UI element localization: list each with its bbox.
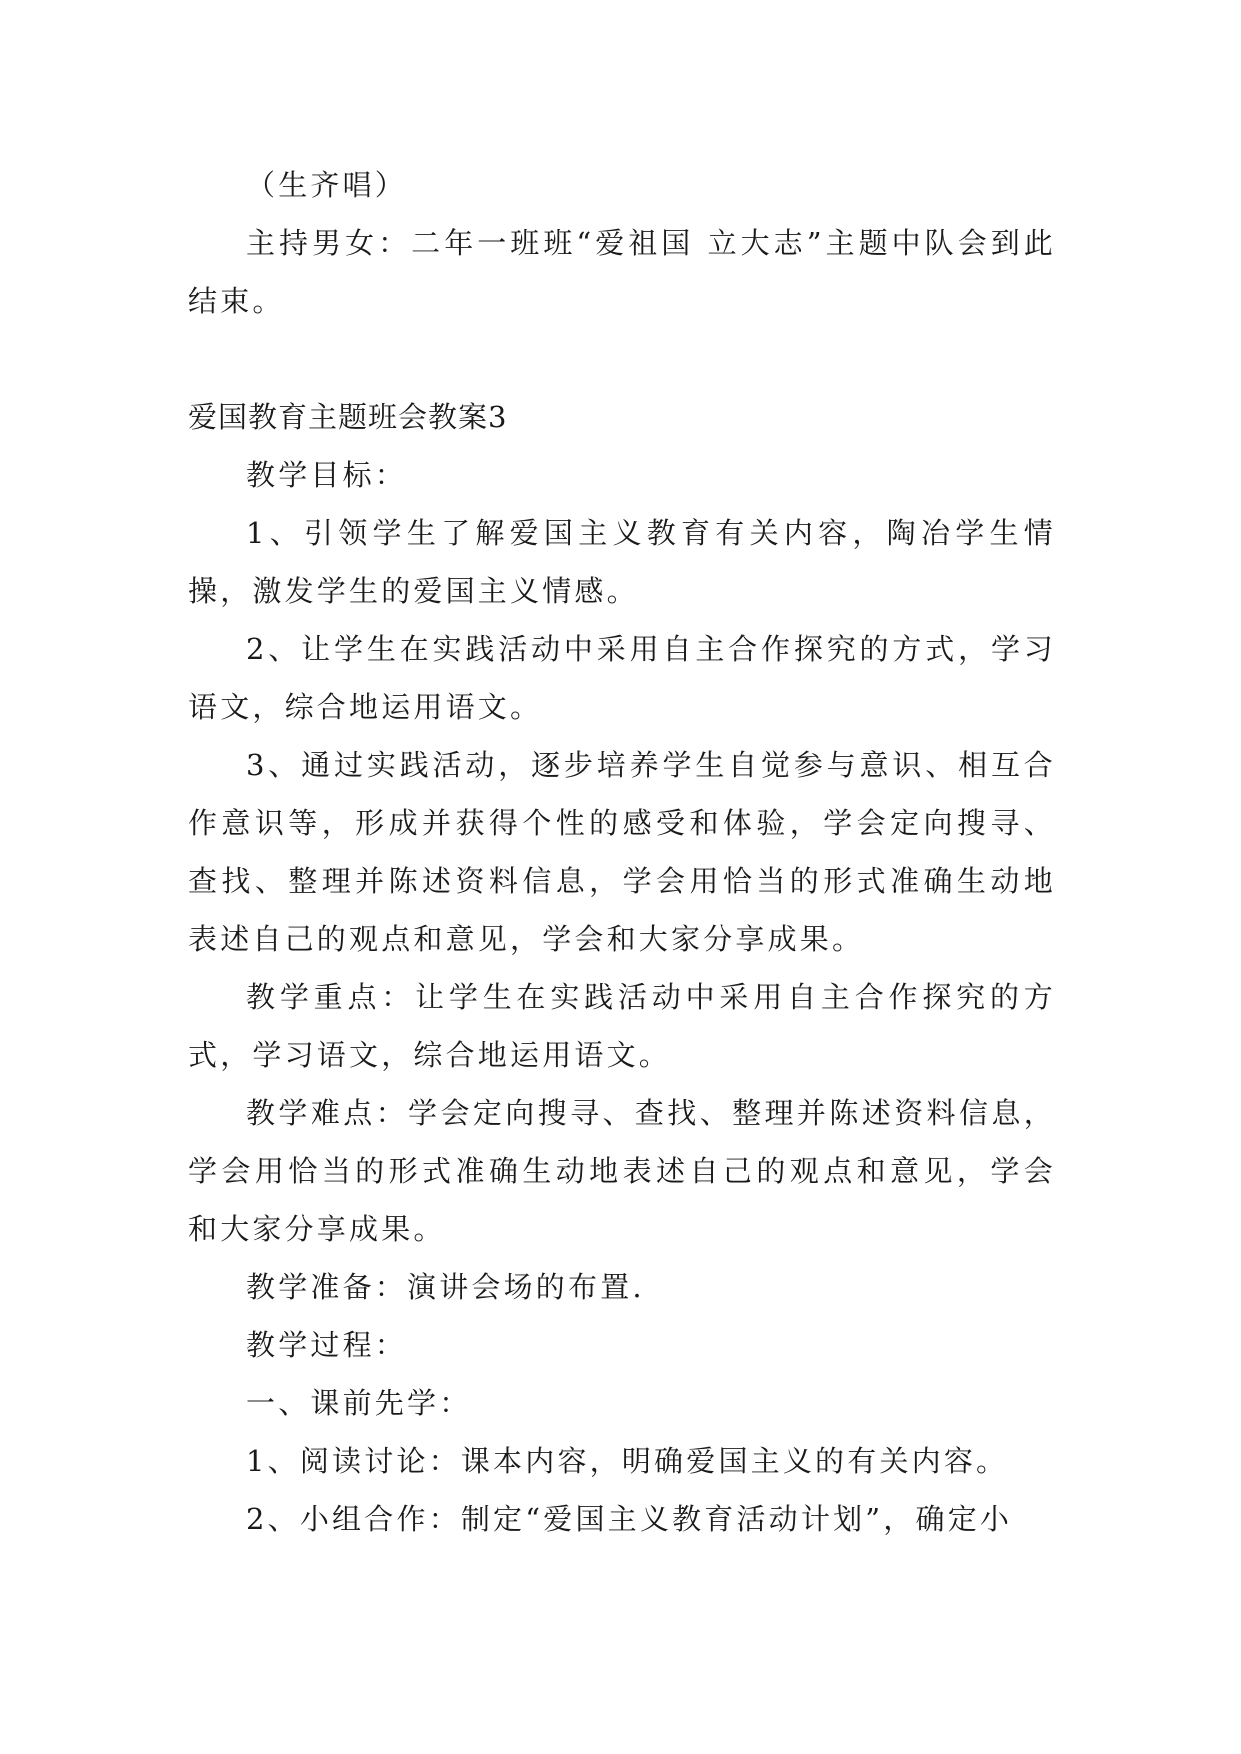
section-title: 爱国教育主题班会教案3	[188, 400, 508, 434]
paragraph-objectives-heading: 教学目标：	[246, 458, 408, 492]
paragraph-step-one-item-1: 1、阅读讨论：课本内容，明确爱国主义的有关内容。	[246, 1444, 1009, 1478]
paragraph-objective-2: 2、让学生在实践活动中采用自主合作探究的方式，学习语文，综合地运用语文。	[188, 632, 1056, 724]
paragraph-key-points: 教学重点：让学生在实践活动中采用自主合作探究的方式，学习语文，综合地运用语文。	[188, 980, 1056, 1072]
lesson-plan-block	[188, 388, 1056, 1548]
closing-line: 主持男女：二年一班班“爱祖国 立大志”主题中队会到此结束。	[188, 226, 1056, 318]
paragraph-objective-1: 1、引领学生了解爱国主义教育有关内容，陶冶学生情操，激发学生的爱国主义情感。	[188, 516, 1056, 608]
paragraph-process-heading: 教学过程：	[246, 1328, 408, 1362]
paragraph-step-one: 一、课前先学：	[246, 1386, 472, 1420]
paragraph-preparation: 教学准备：演讲会场的布置.	[246, 1270, 645, 1304]
stage-direction: （生齐唱）	[246, 168, 408, 202]
intro-block	[188, 156, 1056, 330]
paragraph-objective-3: 3、通过实践活动，逐步培养学生自觉参与意识、相互合作意识等，形成并获得个性的感受和体验，学会定向搜寻、查找、整理并陈述资料信息，学会用恰当的形式准确生动地表述自己的观点和意见，学会和大家分享成果。	[188, 748, 1056, 956]
paragraph-difficulties: 教学难点：学会定向搜寻、查找、整理并陈述资料信息，学会用恰当的形式准确生动地表述自己的观点和意见，学会和大家分享成果。	[188, 1096, 1056, 1246]
paragraph-step-one-item-2: 2、小组合作：制定“爱国主义教育活动计划”，确定小	[246, 1502, 1013, 1536]
